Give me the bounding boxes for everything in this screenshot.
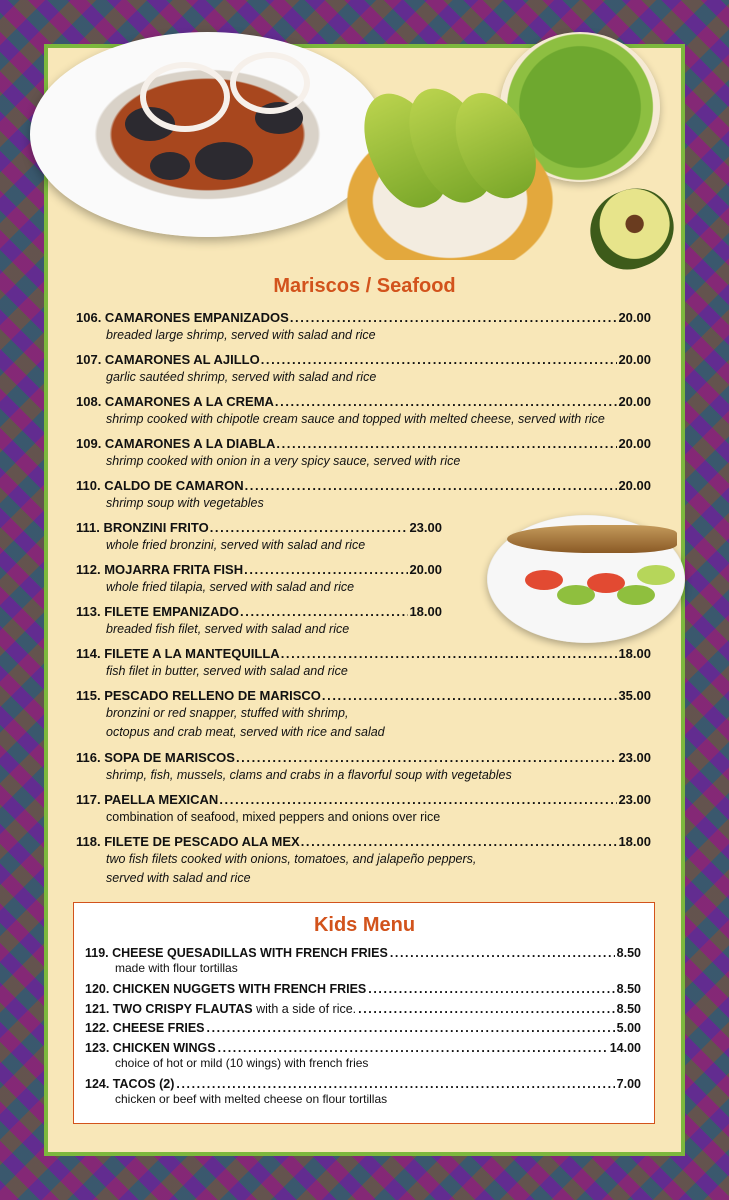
leader-dots <box>322 688 618 703</box>
menu-item-header <box>76 394 651 409</box>
leader-dots <box>261 352 618 367</box>
leader-dots <box>290 310 618 325</box>
kids-item-price: 5.00 <box>616 1021 641 1035</box>
menu-item-name: 115. PESCADO RELLENO DE MARISCO <box>76 688 321 703</box>
menu-item-price: 18.00 <box>409 604 442 619</box>
kids-item-price: 14.00 <box>609 1041 641 1055</box>
menu-item <box>76 478 651 512</box>
menu-item-header <box>76 646 651 661</box>
ceviche-image <box>330 110 570 260</box>
menu-item-description: shrimp soup with vegetables <box>106 496 264 510</box>
kids-item-description: choice of hot or mild (10 wings) with french fries <box>115 1056 369 1070</box>
menu-item-header <box>76 310 651 325</box>
menu-item-description: shrimp cooked with onion in a very spicy sauce, served with rice <box>106 454 461 468</box>
menu-item <box>76 792 651 826</box>
menu-item-price: 18.00 <box>618 834 651 849</box>
kids-item-header <box>85 982 641 996</box>
menu-item <box>76 646 651 680</box>
kids-item-header <box>85 946 641 960</box>
kids-item-header <box>85 1002 641 1016</box>
kids-item-name: 123. CHICKEN WINGS <box>85 1041 216 1055</box>
menu-item <box>76 436 651 470</box>
menu-item-description: combination of seafood, mixed peppers and onions over rice <box>106 810 441 824</box>
leader-dots <box>207 1021 615 1035</box>
menu-item <box>76 520 442 554</box>
menu-item-name: 116. SOPA DE MARISCOS <box>76 750 235 765</box>
menu-item-price: 23.00 <box>618 750 651 765</box>
kids-item-description: made with flour tortillas <box>115 961 238 975</box>
menu-item-name: 114. FILETE A LA MANTEQUILLA <box>76 646 280 661</box>
menu-item-description: served with salad and rice <box>106 871 251 885</box>
fried-fish-image <box>487 515 685 643</box>
kids-item-name: 124. TACOS (2) <box>85 1077 175 1091</box>
kids-menu-item <box>85 982 641 996</box>
menu-item-description: garlic sautéed shrimp, served with salad and rice <box>106 370 377 384</box>
menu-item-price: 18.00 <box>618 646 651 661</box>
menu-item-description: breaded large shrimp, served with salad and rice <box>106 328 376 342</box>
menu-item <box>76 834 651 887</box>
menu-item-name: 106. CAMARONES EMPANIZADOS <box>76 310 289 325</box>
menu-item <box>76 604 442 638</box>
leader-dots <box>390 946 615 960</box>
menu-item-header <box>76 604 442 619</box>
kids-menu-item <box>85 1002 641 1016</box>
kids-menu-item <box>85 1077 641 1107</box>
menu-item <box>76 688 651 741</box>
kids-item-price: 8.50 <box>616 1002 641 1016</box>
menu-item <box>76 352 651 386</box>
menu-item-price: 23.00 <box>409 520 442 535</box>
menu-item-description: shrimp cooked with chipotle cream sauce and topped with melted cheese, served with rice <box>106 412 605 426</box>
kids-item-header <box>85 1041 641 1055</box>
menu-item-name: 118. FILETE DE PESCADO ALA MEX <box>76 834 300 849</box>
menu-item-price: 20.00 <box>618 478 651 493</box>
menu-item-header <box>76 750 651 765</box>
menu-item-description: breaded fish filet, served with salad and rice <box>106 622 350 636</box>
menu-item-header <box>76 834 651 849</box>
kids-item-name: 119. CHEESE QUESADILLAS WITH FRENCH FRIES <box>85 946 388 960</box>
menu-item-price: 20.00 <box>618 436 651 451</box>
menu-item <box>76 310 651 344</box>
menu-item-header <box>76 352 651 367</box>
kids-item-name: 122. CHEESE FRIES <box>85 1021 205 1035</box>
leader-dots <box>281 646 618 661</box>
menu-item <box>76 750 651 784</box>
menu-item-name: 111. BRONZINI FRITO <box>76 520 209 535</box>
leader-dots <box>245 478 618 493</box>
leader-dots <box>219 792 617 807</box>
menu-item <box>76 394 651 428</box>
kids-menu-item <box>85 946 641 976</box>
kids-item-header <box>85 1021 641 1035</box>
menu-item-name: 117. PAELLA MEXICAN <box>76 792 219 807</box>
kids-menu-title: Kids Menu <box>313 914 416 936</box>
menu-item-name: 107. CAMARONES AL AJILLO <box>76 352 260 367</box>
kids-item-description: chicken or beef with melted cheese on flour tortillas <box>115 1092 388 1106</box>
kids-menu-item <box>85 1021 641 1035</box>
menu-item-price: 20.00 <box>618 352 651 367</box>
leader-dots <box>236 750 618 765</box>
menu-item-name: 110. CALDO DE CAMARON <box>76 478 244 493</box>
menu-item-description: two fish filets cooked with onions, tomatoes, and jalapeño peppers, <box>106 852 477 866</box>
kids-item-note: with a side of rice. <box>252 1002 357 1016</box>
menu-item-description: bronzini or red snapper, stuffed with shrimp, <box>106 706 349 720</box>
menu-item-name: 112. MOJARRA FRITA FISH <box>76 562 244 577</box>
menu-item-description: whole fried tilapia, served with salad and rice <box>106 580 355 594</box>
menu-item-header <box>76 436 651 451</box>
menu-item-header <box>76 688 651 703</box>
kids-item-price: 8.50 <box>616 946 641 960</box>
leader-dots <box>210 520 409 535</box>
menu-item-header <box>76 478 651 493</box>
kids-item-price: 7.00 <box>616 1077 641 1091</box>
menu-item-description: whole fried bronzini, served with salad and rice <box>106 538 366 552</box>
menu-item-header <box>76 792 651 807</box>
menu-item-price: 20.00 <box>618 394 651 409</box>
kids-item-name: 120. CHICKEN NUGGETS WITH FRENCH FRIES <box>85 982 367 996</box>
menu-item-price: 20.00 <box>618 310 651 325</box>
menu-item-description: shrimp, fish, mussels, clams and crabs in a flavorful soup with vegetables <box>106 768 512 782</box>
leader-dots <box>176 1077 614 1091</box>
leader-dots <box>244 562 408 577</box>
menu-item-price: 23.00 <box>618 792 651 807</box>
kids-item-price: 8.50 <box>616 982 641 996</box>
leader-dots <box>275 394 618 409</box>
menu-item-description: fish filet in butter, served with salad and rice <box>106 664 348 678</box>
menu-item-description: octopus and crab meat, served with rice and salad <box>106 725 385 739</box>
menu-item-price: 35.00 <box>618 688 651 703</box>
menu-item-name: 109. CAMARONES A LA DIABLA <box>76 436 276 451</box>
kids-item-header <box>85 1077 641 1091</box>
leader-dots <box>276 436 617 451</box>
menu-item-name: 113. FILETE EMPANIZADO <box>76 604 240 619</box>
leader-dots <box>240 604 408 619</box>
seafood-title: Mariscos / Seafood <box>273 275 456 297</box>
menu-item <box>76 562 442 596</box>
menu-item-price: 20.00 <box>409 562 442 577</box>
menu-item-header <box>76 562 442 577</box>
kids-item-name: 121. TWO CRISPY FLAUTAS with a side of rice. <box>85 1002 357 1016</box>
leader-dots <box>358 1002 615 1016</box>
kids-menu-item <box>85 1041 641 1071</box>
menu-item-name: 108. CAMARONES A LA CREMA <box>76 394 274 409</box>
menu-item-header <box>76 520 442 535</box>
leader-dots <box>368 982 614 996</box>
leader-dots <box>301 834 618 849</box>
leader-dots <box>218 1041 608 1055</box>
